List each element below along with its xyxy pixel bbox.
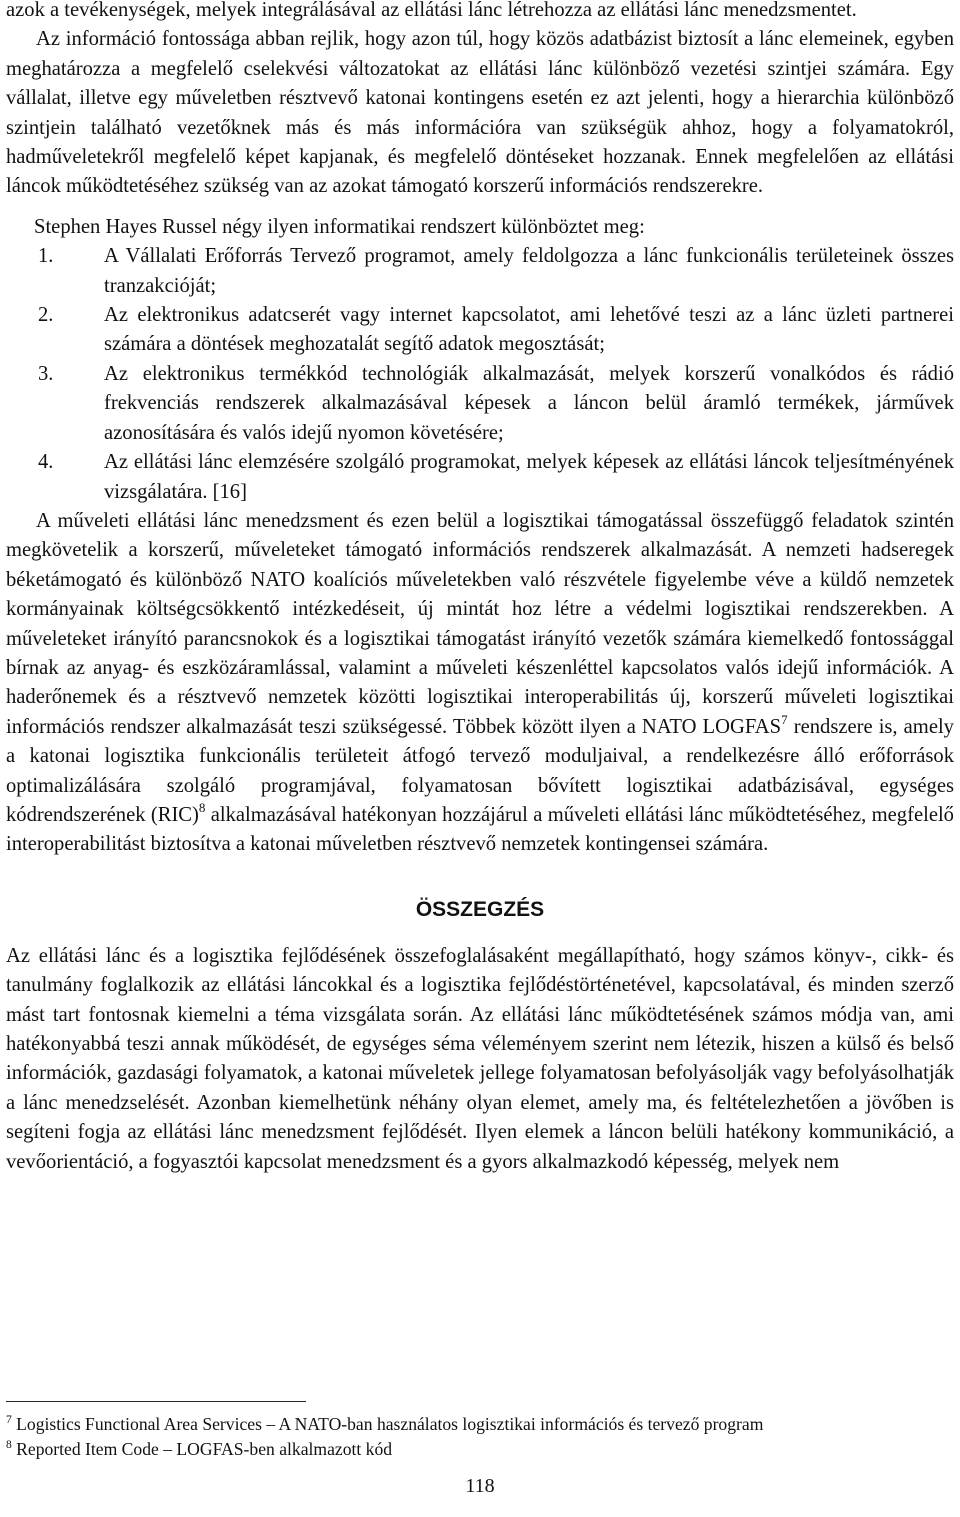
list-item-number: 4. xyxy=(38,451,54,474)
list-item xyxy=(6,242,954,301)
list-item-number: 3. xyxy=(38,362,54,385)
list-intro: Stephen Hayes Russel négy ilyen informatikai rendszert különböztet meg: xyxy=(34,215,645,238)
footnote-text: Reported Item Code – LOGFAS-ben alkalmazott kód xyxy=(16,1439,393,1459)
list-item xyxy=(6,301,954,360)
footnote-8 xyxy=(6,1437,946,1462)
list-item-text: Az elektronikus adatcserét vagy internet kapcsolatot, ami lehetővé teszi az a lánc üzleti partnerei számára a döntések meghozatalát segítő adatok megosztását; xyxy=(104,304,954,356)
list-item-text: A Vállalati Erőforrás Tervező programot, amely feldolgozza a lánc funkcionális területeinek összes tranzakcióját; xyxy=(104,245,954,297)
information-systems-list xyxy=(6,242,954,507)
footnote-ref-8[interactable]: 8 xyxy=(198,799,206,815)
list-item xyxy=(6,360,954,448)
page-number: 118 xyxy=(465,1475,495,1497)
paragraph-summary: Az ellátási lánc és a logisztika fejlődésének összefoglalásaként megállapítható, hogy számos könyv-, cikk- és tanulmány foglalkozik az ellátási láncokkal és a logisztika fejlődéstörténetével, kapcsolatával, és minden szerző mást tart fontosnak kiemelni a téma vizsgálata során. Az ellátási lánc működtetésének számos módja van, ami hatékonyabbá teszi annak működését, de egységes séma véleményem szerint nem létezik, hiszen a külső és belső információk, gazdasági folyamatok, a katonai műveletek jellege folyamatosan befolyásolják vagy befolyásolhatják a lánc menedzselését. Azonban kiemelhetünk néhány olyan elemet, amely ma, és feltételezhetően a jövőben is segíteni fogja az ellátási lánc menedzsment fejlődését. Ilyen elemek a láncon belüli hatékony kommunikáció, a vevőorientáció, a fogyasztói kapcsolat menedzsment és a gyors alkalmazkodó képesség, melyek nem xyxy=(6,944,954,1173)
paragraph-logfas-part-a: A műveleti ellátási lánc menedzsment és ezen belül a logisztikai támogatással összefüggő feladatok szintén megkövetelik a korszerű, műveleteket támogató információs rendszerek alkalmazását. A nemzeti hadseregek béketámogató és különböző NATO koalíciós műveletekben való részvétele figyelembe véve a küldő nemzetek kormányainak költségcsökkentő intézkedéseit, új mintát hoz létre a védelmi logisztikai rendszerekben. A műveleteket irányító parancsnokok és a logisztikai támogatást irányító vezetők számára kiemelkedő fontossággal bírnak az anyag- és eszközáramlással, valamint a műveleti készenléttel kapcsolatos valós idejű információk. A haderőnemek és a résztvevő nemzetek közötti logisztikai interoperabilitás új, korszerű műveleti logisztikai információs rendszer alkalmazását teszi szükségessé. Többek között ilyen a NATO LOGFAS xyxy=(6,509,954,738)
paragraph-logfas-part-b: rendszere is, amely a katonai logisztika funkcionális területeit átfogó tervező moduljaival, a rendelkezésre álló erőforrások optimalizálására szolgáló programjával, folyamatosan bővített logisztikai adatbázisával, egységes kódrendszerének (RIC) xyxy=(6,715,954,826)
footnote-separator xyxy=(6,1401,306,1402)
list-item xyxy=(6,448,954,507)
footnotes xyxy=(6,1412,946,1462)
footnote-7 xyxy=(6,1412,946,1437)
list-item-number: 1. xyxy=(38,245,54,268)
list-item-number: 2. xyxy=(38,304,54,327)
footnote-ref-7[interactable]: 7 xyxy=(781,711,788,727)
footnote-mark: 7 xyxy=(6,1414,12,1426)
paragraph-continuation: azok a tevékenységek, melyek integrálásával az ellátási lánc létrehozza az ellátási lánc menedzsmentet. xyxy=(6,0,857,21)
list-item-text: Az elektronikus termékkód technológiák alkalmazását, melyek korszerű vonalkódos és rádió frekvenciás rendszerek alkalmazásával képesek a láncon belül áramló termékek, járművek azonosítására és valós idejű nyomon követésére; xyxy=(104,362,954,444)
footnote-text: Logistics Functional Area Services – A NATO-ban használatos logisztikai információs és tervező program xyxy=(16,1414,764,1434)
list-item-text: Az ellátási lánc elemzésére szolgáló programokat, melyek képesek az ellátási láncok teljesítményének vizsgálatára. [16] xyxy=(104,451,954,503)
section-heading-summary: ÖSSZEGZÉS xyxy=(415,897,545,921)
paragraph-information-importance: Az információ fontossága abban rejlik, hogy azon túl, hogy közös adatbázist biztosít a lánc elemeinek, egyben meghatározza a megfelelő cselekvési változatokat az ellátási lánc különböző vezetési szintjei számára. Egy vállalat, illetve egy műveletben résztvevő katonai kontingens esetén ez azt jelenti, hogy a hierarchia különböző szintjein található vezetőknek más és más információra van szükségük ahhoz, hogy a folyamatokról, hadműveletekről megfelelő képet kapjanak, és megfelelő döntéseket hozzanak. Ennek megfelelően az ellátási láncok működtetéséhez szükség van az azokat támogató korszerű információs rendszerekre. xyxy=(6,28,954,198)
footnote-mark: 8 xyxy=(6,1439,12,1451)
paragraph-logfas-part-c: alkalmazásával hatékonyan hozzájárul a műveleti ellátási lánc működtetéséhez, megfelelő interoperabilitást biztosítva a katonai műveletben résztvevő nemzetek kontingensei számára. xyxy=(6,803,954,856)
paragraph-logfas xyxy=(6,507,954,860)
